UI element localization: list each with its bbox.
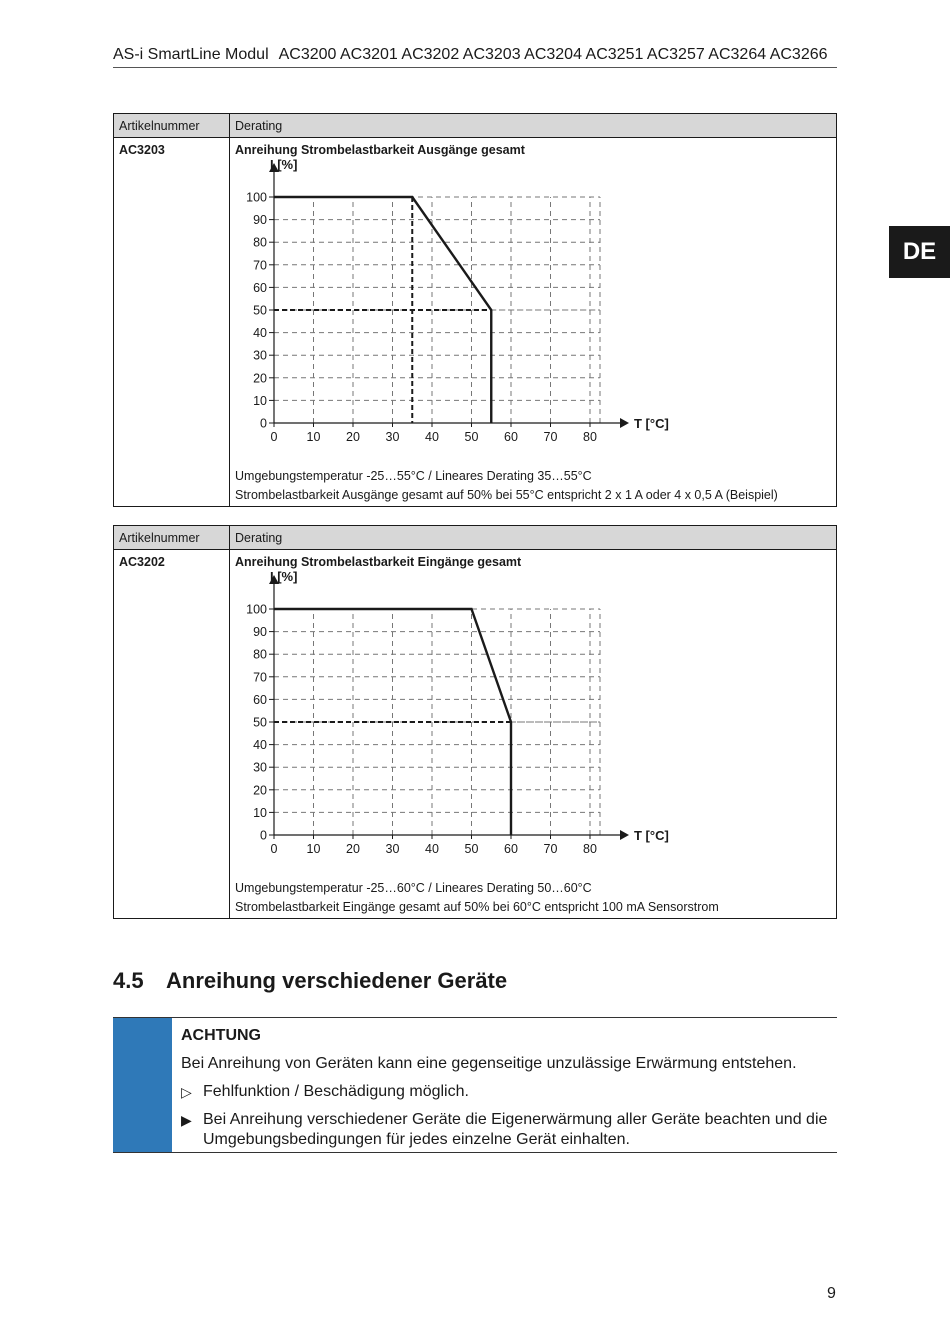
x-axis-label: T [°C] — [634, 416, 669, 431]
x-tick-label: 0 — [270, 430, 278, 444]
y-tick-label: 100 — [246, 602, 267, 617]
page-number: 9 — [827, 1285, 836, 1302]
x-tick-label: 20 — [346, 430, 360, 444]
derating-cell — [230, 138, 837, 507]
col-header-article: Artikelnummer — [114, 526, 230, 550]
filled-triangle-icon: ▶ — [181, 1112, 192, 1128]
x-tick-label: 40 — [425, 842, 439, 856]
chart-note: Umgebungstemperatur -25…55°C / Lineares Derating 35…55°C — [235, 469, 592, 483]
y-tick-label: 30 — [253, 348, 267, 363]
y-tick-label: 80 — [253, 647, 267, 662]
x-tick-label: 40 — [425, 430, 439, 444]
y-axis-label: I [%] — [270, 569, 298, 584]
y-tick-label: 10 — [253, 805, 267, 820]
x-tick-label: 10 — [306, 430, 321, 444]
x-tick-label: 50 — [464, 430, 479, 444]
x-tick-label: 30 — [385, 842, 400, 856]
article-number: AC3203 — [114, 138, 230, 507]
chart-note: Umgebungstemperatur -25…60°C / Lineares Derating 50…60°C — [235, 881, 592, 895]
chart-svg — [235, 569, 845, 879]
chart-note: Strombelastbarkeit Ausgänge gesamt auf 50% bei 55°C entspricht 2 x 1 A oder 4 x 0,5 A (Beispiel) — [235, 488, 778, 502]
y-tick-label: 100 — [246, 190, 267, 205]
y-tick-label: 0 — [260, 828, 267, 843]
article-number: AC3202 — [114, 550, 230, 919]
warning-heading: ACHTUNG — [181, 1027, 261, 1044]
x-axis-arrow-icon — [620, 418, 629, 428]
col-header-article: Artikelnummer — [114, 114, 230, 138]
col-header-derating: Derating — [230, 114, 837, 138]
x-tick-label: 70 — [543, 842, 558, 856]
warning-text: Bei Anreihung von Geräten kann eine gegenseitige unzulässige Erwärmung entstehen. — [181, 1055, 797, 1072]
header-models: AC3200 AC3201 AC3202 AC3203 AC3204 AC3251 AC3257 AC3264 AC3266 — [278, 46, 828, 63]
page-header — [113, 46, 837, 68]
x-axis-arrow-icon — [620, 830, 629, 840]
consequence-text: Fehlfunktion / Beschädigung möglich. — [203, 1083, 469, 1100]
y-tick-label: 50 — [253, 303, 267, 318]
warning-consequence — [181, 1082, 837, 1102]
y-tick-label: 60 — [253, 692, 267, 707]
x-axis-label: T [°C] — [634, 828, 669, 843]
section-heading — [113, 968, 507, 994]
y-tick-label: 60 — [253, 280, 267, 295]
x-tick-label: 20 — [346, 842, 360, 856]
y-tick-label: 20 — [253, 371, 267, 386]
language-tab: DE — [889, 226, 950, 278]
y-tick-label: 50 — [253, 715, 267, 730]
y-tick-label: 80 — [253, 235, 267, 250]
chart-note: Strombelastbarkeit Eingänge gesamt auf 50% bei 60°C entspricht 100 mA Sensorstrom — [235, 900, 719, 914]
y-tick-label: 40 — [253, 326, 267, 341]
x-tick-label: 70 — [543, 430, 558, 444]
chart-svg — [235, 157, 845, 467]
y-tick-label: 90 — [253, 625, 267, 640]
outline-triangle-icon: ▷ — [181, 1084, 192, 1100]
x-tick-label: 0 — [270, 842, 278, 856]
warning-action — [181, 1110, 837, 1150]
x-tick-label: 80 — [583, 430, 597, 444]
section-title: Anreihung verschiedener Geräte — [166, 968, 508, 993]
x-tick-label: 10 — [306, 842, 321, 856]
y-tick-label: 90 — [253, 213, 267, 228]
action-text: Bei Anreihung verschiedener Geräte die Eigenerwärmung aller Geräte beachten und die Umgebungsbedingungen für jedes einzelne Gerät einhalten. — [203, 1111, 828, 1148]
y-tick-label: 70 — [253, 670, 267, 685]
y-tick-label: 30 — [253, 760, 267, 775]
y-tick-label: 0 — [260, 416, 267, 431]
x-tick-label: 80 — [583, 842, 597, 856]
y-tick-label: 10 — [253, 393, 267, 408]
derating-chart-inputs — [235, 569, 831, 879]
chart-title: Anreihung Strombelastbarkeit Ausgänge gesamt — [235, 143, 525, 157]
y-axis-label: I [%] — [270, 157, 298, 172]
warning-box — [113, 1017, 837, 1153]
col-header-derating: Derating — [230, 526, 837, 550]
derating-table-inputs — [113, 525, 837, 919]
section-number: 4.5 — [113, 968, 144, 993]
y-tick-label: 40 — [253, 738, 267, 753]
x-tick-label: 50 — [464, 842, 479, 856]
y-tick-label: 70 — [253, 258, 267, 273]
derating-chart-outputs — [235, 157, 831, 467]
x-tick-label: 60 — [504, 842, 518, 856]
chart-title: Anreihung Strombelastbarkeit Eingänge gesamt — [235, 555, 522, 569]
derating-cell — [230, 550, 837, 919]
warning-color-bar — [113, 1018, 172, 1152]
x-tick-label: 30 — [385, 430, 400, 444]
header-title: AS-i SmartLine Modul — [113, 46, 269, 63]
y-tick-label: 20 — [253, 783, 267, 798]
derating-table-outputs — [113, 113, 837, 507]
x-tick-label: 60 — [504, 430, 518, 444]
